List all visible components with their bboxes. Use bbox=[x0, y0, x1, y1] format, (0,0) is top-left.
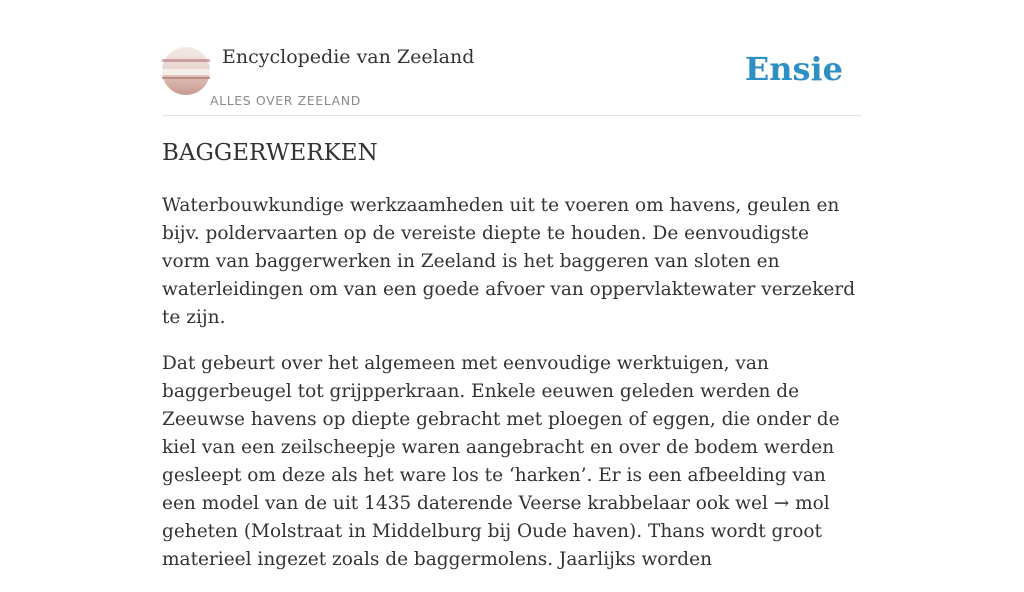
site-avatar[interactable] bbox=[162, 47, 210, 95]
article-title: BAGGERWERKEN bbox=[162, 140, 378, 166]
article-paragraph: Waterbouwkundige werkzaamheden uit te voeren om havens, geulen en bijv. poldervaarten op de vereiste diepte te houden. De eenvoudigste vorm van baggerwerken in Zeeland is het baggeren van sloten en waterleidingen om van een goede afvoer van oppervlaktewater verzekerd te zijn. bbox=[162, 195, 856, 328]
article-paragraph: Dat gebeurt over het algemeen met eenvoudige werktuigen, van baggerbeugel tot grijpperkraan. Enkele eeuwen geleden werden de Zeeuwse havens op diepte gebracht met ploegen of eggen, die onder de kiel van een zeilscheepje waren aangebracht en over de bodem werden gesleept om deze als het ware los te ‘harken’. Er is een afbeelding van een model van de uit 1435 daterende Veerse krabbelaar ook wel → mol geheten (Molstraat in Middelburg bij Oude haven). Thans wordt groot materieel ingezet zoals de baggermolens. Jaarlijks worden bbox=[162, 353, 840, 570]
article-body bbox=[162, 192, 862, 592]
site-title-link[interactable]: Encyclopedie van Zeeland bbox=[222, 46, 475, 68]
site-subtitle: ALLES OVER ZEELAND bbox=[210, 93, 361, 108]
ensie-logo[interactable]: Ensie bbox=[744, 50, 843, 88]
site-header bbox=[162, 44, 862, 116]
